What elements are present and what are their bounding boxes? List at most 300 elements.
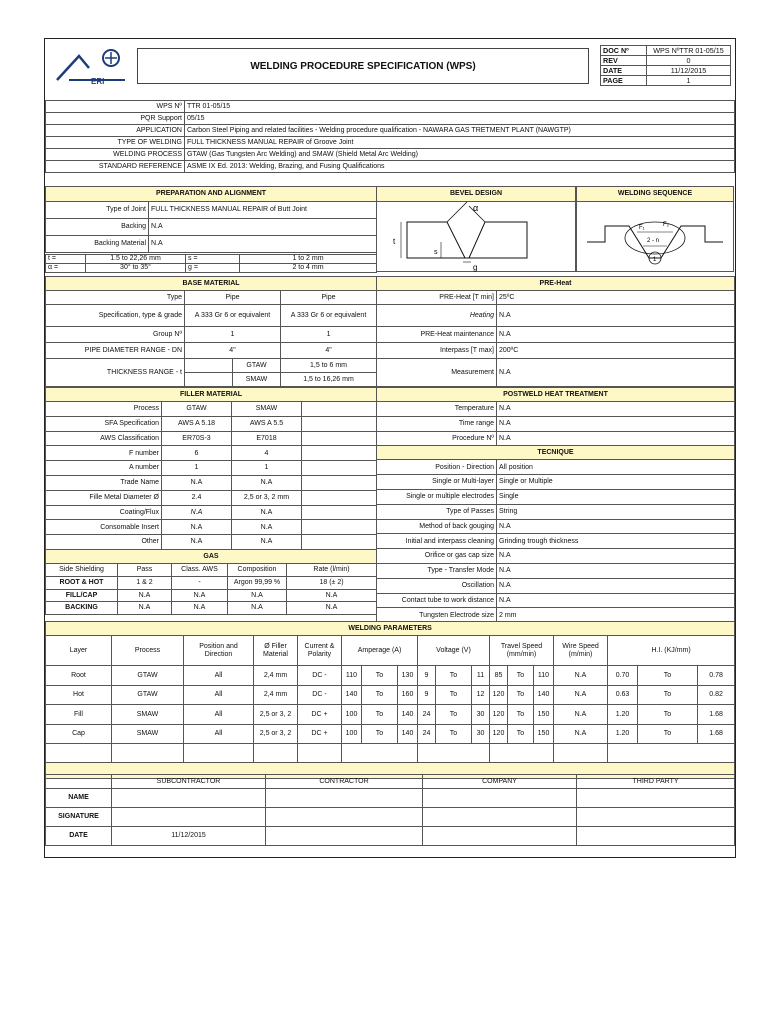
params-wire-speed: N.A xyxy=(554,724,608,744)
general-label: APPLICATION xyxy=(46,125,185,137)
filler-label: Fille Metal Diameter Ø xyxy=(46,490,162,505)
preheat-row xyxy=(377,359,735,387)
params-hi-min: 0.70 xyxy=(608,666,638,686)
seq-root: 1 xyxy=(653,257,657,263)
gas-row xyxy=(46,589,377,602)
dim-label: α = xyxy=(46,264,86,273)
general-label: WPS Nº xyxy=(46,101,185,113)
params-row xyxy=(46,666,735,686)
meta-label: PAGE xyxy=(601,76,647,86)
base-material xyxy=(45,276,377,387)
params-to: To xyxy=(638,685,698,705)
params-current: DC + xyxy=(298,724,342,744)
pwht-value: N.A xyxy=(497,431,735,446)
filler-row xyxy=(46,535,377,550)
technique-label: Tungsten Electrode size xyxy=(377,608,497,623)
general-value: Carbon Steel Piping and related facilities - Welding procedure qualification - NAWARA GAS TRETMENT PLANT (NAWGTP) xyxy=(185,125,735,137)
general-row xyxy=(46,137,735,149)
prep-section xyxy=(45,186,377,253)
preheat-value: 200ºC xyxy=(497,343,735,359)
dim-value: 1 to 2 mm xyxy=(240,255,377,264)
params-hi-max: 1.68 xyxy=(698,705,735,725)
prep-value: N.A xyxy=(149,219,377,236)
params-volt-min: 9 xyxy=(418,685,436,705)
gas-cell: 1 & 2 xyxy=(118,577,172,590)
document-meta xyxy=(600,45,731,86)
params-header: Amperage (A) xyxy=(342,636,418,666)
dim-value: 30° to 35° xyxy=(86,264,186,273)
params-to: To xyxy=(508,705,534,725)
signature-field xyxy=(112,808,266,827)
params-row xyxy=(46,705,735,725)
gas-header: Class. AWS xyxy=(172,564,228,577)
technique-value: All position xyxy=(497,460,735,475)
gas-cell: N.A xyxy=(118,589,172,602)
filler-label: Other xyxy=(46,535,162,550)
meta-label: DOC Nº xyxy=(601,46,647,56)
base-row xyxy=(46,343,377,359)
technique-value: 2 mm xyxy=(497,608,735,623)
empty-cell xyxy=(302,475,377,490)
filler-label: AWS Classification xyxy=(46,431,162,446)
filler-row xyxy=(46,402,377,417)
technique-label: Contact tube to work distance xyxy=(377,593,497,608)
params-hi-max: 0.78 xyxy=(698,666,735,686)
params-to: To xyxy=(508,666,534,686)
gas-header: Rate (l/min) xyxy=(287,564,377,577)
params-header: H.I. (KJ/mm) xyxy=(608,636,735,666)
seq-fill: 2 - n xyxy=(647,238,660,244)
general-label: STANDARD REFERENCE xyxy=(46,161,185,173)
empty-cell xyxy=(185,359,233,373)
filler-value: N.A xyxy=(162,505,232,520)
preheat-value: N.A xyxy=(497,327,735,343)
filler-value: E7018 xyxy=(232,431,302,446)
section-bevel: BEVEL DESIGN xyxy=(377,187,575,202)
signature-row-label: DATE xyxy=(46,827,112,846)
signature-column: COMPANY xyxy=(423,775,577,789)
gas-cell: N.A xyxy=(228,589,287,602)
params-hi-min: 1.20 xyxy=(608,724,638,744)
preheat-row xyxy=(377,291,735,305)
technique-row xyxy=(377,460,735,475)
params-hi-max: 1.68 xyxy=(698,724,735,744)
params-to: To xyxy=(362,724,398,744)
filler-value: N.A xyxy=(162,535,232,550)
params-speed-max: 140 xyxy=(534,685,554,705)
signature-field xyxy=(577,789,735,808)
meta-value: 1 xyxy=(647,76,731,86)
technique-value: N.A xyxy=(497,549,735,564)
pwht-label: Procedure Nº xyxy=(377,431,497,446)
technique-label: Initial and interpass cleaning xyxy=(377,534,497,549)
dim-value: 2 to 4 mm xyxy=(240,264,377,273)
prep-row xyxy=(46,236,377,253)
technique-label: Orifice or gas cap size xyxy=(377,549,497,564)
base-value: 1,5 to 16,26 mm xyxy=(281,373,377,387)
pwht-technique xyxy=(376,387,735,623)
signature-field xyxy=(577,827,735,846)
base-row xyxy=(46,359,377,373)
general-row xyxy=(46,161,735,173)
params-amp-max: 160 xyxy=(398,685,418,705)
filler-value: ER70S-3 xyxy=(162,431,232,446)
signatures xyxy=(45,774,735,846)
signature-row xyxy=(46,808,735,827)
gas-header: Composition xyxy=(228,564,287,577)
dim-label: g = xyxy=(186,264,240,273)
technique-row xyxy=(377,563,735,578)
meta-row xyxy=(601,56,731,66)
prep-row xyxy=(46,202,377,219)
signature-field xyxy=(423,827,577,846)
bevel-alpha: α xyxy=(473,203,479,213)
base-label: Specification, type & grade xyxy=(46,305,185,327)
prep-label: Backing Material xyxy=(46,236,149,253)
meta-value: WPS NºTTR 01-05/15 xyxy=(647,46,731,56)
filler-value: 1 xyxy=(232,461,302,476)
params-position: All xyxy=(184,666,254,686)
base-value: 4" xyxy=(281,343,377,359)
prep-value: N.A xyxy=(149,236,377,253)
empty-cell xyxy=(302,402,377,417)
section-technique: TECNIQUE xyxy=(377,446,735,460)
gas-cell: N.A xyxy=(172,589,228,602)
params-layer: Cap xyxy=(46,724,112,744)
params-current: DC - xyxy=(298,685,342,705)
bevel-drawing xyxy=(377,202,575,272)
gas-cell: BACKING xyxy=(46,602,118,615)
dim-label: t = xyxy=(46,255,86,264)
filler-value: N.A xyxy=(232,520,302,535)
signature-field xyxy=(423,808,577,827)
params-process: SMAW xyxy=(112,705,184,725)
params-amp-min: 110 xyxy=(342,666,362,686)
params-amp-min: 100 xyxy=(342,705,362,725)
technique-label: Method of back gouging xyxy=(377,519,497,534)
bevel-t: t xyxy=(393,237,396,246)
params-header: Travel Speed (mm/min) xyxy=(490,636,554,666)
params-header: Layer xyxy=(46,636,112,666)
technique-value: Single xyxy=(497,489,735,504)
general-value: 05/15 xyxy=(185,113,735,125)
preheat xyxy=(376,276,735,387)
dims-row xyxy=(46,255,377,264)
preheat-label: Heating xyxy=(377,305,497,327)
params-volt-min: 24 xyxy=(418,724,436,744)
sequence-drawing xyxy=(577,202,733,272)
bevel-g: g xyxy=(473,263,478,272)
gas-header-row xyxy=(46,564,377,577)
params-to: To xyxy=(436,705,472,725)
filler-value: N.A xyxy=(232,505,302,520)
signature-header-row xyxy=(46,775,735,789)
technique-value: N.A xyxy=(497,519,735,534)
general-row xyxy=(46,101,735,113)
section-prep: PREPARATION AND ALIGNMENT xyxy=(46,187,377,202)
params-to: To xyxy=(436,724,472,744)
technique-value: Grinding trough thickness xyxy=(497,534,735,549)
empty-cell xyxy=(46,775,112,789)
params-wire-speed: N.A xyxy=(554,705,608,725)
params-position: All xyxy=(184,685,254,705)
logo xyxy=(49,44,129,88)
general-label: PQR Support xyxy=(46,113,185,125)
general-label: TYPE OF WELDING xyxy=(46,137,185,149)
base-value: 1 xyxy=(281,327,377,343)
technique-label: Single or Multi-layer xyxy=(377,475,497,490)
signature-row xyxy=(46,827,735,846)
general-info xyxy=(45,100,735,173)
pwht-value: N.A xyxy=(497,402,735,417)
meta-row xyxy=(601,46,731,56)
params-hi-max: 0.82 xyxy=(698,685,735,705)
params-speed-max: 150 xyxy=(534,724,554,744)
section-params: WELDING PARAMETERS xyxy=(46,622,735,636)
technique-value: Single or Multiple xyxy=(497,475,735,490)
params-volt-min: 9 xyxy=(418,666,436,686)
base-process: GTAW xyxy=(233,359,281,373)
params-amp-max: 130 xyxy=(398,666,418,686)
technique-label: Position - Direction xyxy=(377,460,497,475)
params-row xyxy=(46,724,735,744)
signature-column: THIRD PARTY xyxy=(577,775,735,789)
pwht-row xyxy=(377,416,735,431)
params-hi-min: 1.20 xyxy=(608,705,638,725)
gas-cell: FILL/CAP xyxy=(46,589,118,602)
meta-label: DATE xyxy=(601,66,647,76)
preheat-value: N.A xyxy=(497,305,735,327)
gas-cell: 18 (± 2) xyxy=(287,577,377,590)
filler-material xyxy=(45,387,377,550)
preheat-label: PRE-Heat maintenance xyxy=(377,327,497,343)
meta-row xyxy=(601,76,731,86)
base-label: THICKNESS RANGE - t xyxy=(46,359,185,387)
welding-sequence xyxy=(576,186,734,272)
params-volt-max: 11 xyxy=(472,666,490,686)
signature-field xyxy=(577,808,735,827)
technique-label: Single or multiple electrodes xyxy=(377,489,497,504)
params-current: DC + xyxy=(298,705,342,725)
general-row xyxy=(46,125,735,137)
signature-row xyxy=(46,789,735,808)
base-label: Type xyxy=(46,291,185,305)
params-header-row xyxy=(46,636,735,666)
base-value: 4" xyxy=(185,343,281,359)
empty-cell xyxy=(302,490,377,505)
technique-value: N.A xyxy=(497,578,735,593)
filler-label: Coating/Flux xyxy=(46,505,162,520)
empty-cell xyxy=(185,373,233,387)
params-header: Current & Polarity xyxy=(298,636,342,666)
base-row xyxy=(46,327,377,343)
gas-cell: N.A xyxy=(287,602,377,615)
filler-value: 2,5 or 3, 2 mm xyxy=(232,490,302,505)
filler-value: SMAW xyxy=(232,402,302,417)
filler-value: GTAW xyxy=(162,402,232,417)
prep-label: Backing xyxy=(46,219,149,236)
base-label: Group Nº xyxy=(46,327,185,343)
dim-value: 1.5 to 22,26 mm xyxy=(86,255,186,264)
params-current: DC - xyxy=(298,666,342,686)
technique-row xyxy=(377,534,735,549)
filler-label: Consomable Insert xyxy=(46,520,162,535)
params-process: GTAW xyxy=(112,666,184,686)
signature-field xyxy=(266,827,423,846)
filler-value: 2.4 xyxy=(162,490,232,505)
signature-date: 11/12/2015 xyxy=(112,827,266,846)
preheat-row xyxy=(377,327,735,343)
dim-label: s = xyxy=(186,255,240,264)
params-amp-max: 140 xyxy=(398,705,418,725)
technique-row xyxy=(377,489,735,504)
params-to: To xyxy=(362,685,398,705)
base-value: Pipe xyxy=(185,291,281,305)
section-filler: FILLER MATERIAL xyxy=(46,388,377,402)
empty-cell xyxy=(302,461,377,476)
params-speed-max: 110 xyxy=(534,666,554,686)
base-row xyxy=(46,291,377,305)
params-speed-min: 120 xyxy=(490,724,508,744)
welding-parameters xyxy=(45,621,735,779)
filler-label: SFA Specification xyxy=(46,416,162,431)
params-process: GTAW xyxy=(112,685,184,705)
signature-field xyxy=(112,789,266,808)
params-diameter: 2,4 mm xyxy=(254,666,298,686)
params-to: To xyxy=(362,666,398,686)
params-hi-min: 0.63 xyxy=(608,685,638,705)
meta-label: REV xyxy=(601,56,647,66)
filler-value: AWS A 5.5 xyxy=(232,416,302,431)
params-speed-min: 85 xyxy=(490,666,508,686)
preheat-row xyxy=(377,305,735,327)
preheat-row xyxy=(377,343,735,359)
technique-row xyxy=(377,593,735,608)
filler-row xyxy=(46,505,377,520)
eri-logo-icon xyxy=(49,44,129,88)
filler-label: Process xyxy=(46,402,162,417)
empty-cell xyxy=(302,446,377,461)
technique-row xyxy=(377,519,735,534)
base-value: Pipe xyxy=(281,291,377,305)
general-value: TTR 01-05/15 xyxy=(185,101,735,113)
filler-row xyxy=(46,490,377,505)
params-to: To xyxy=(508,724,534,744)
dims-row xyxy=(46,264,377,273)
preheat-label: Measurement xyxy=(377,359,497,387)
technique-row xyxy=(377,504,735,519)
meta-value: 0 xyxy=(647,56,731,66)
filler-row xyxy=(46,446,377,461)
filler-value: N.A xyxy=(232,535,302,550)
params-to: To xyxy=(508,685,534,705)
technique-label: Oscillation xyxy=(377,578,497,593)
params-amp-min: 100 xyxy=(342,724,362,744)
preheat-value: 25ºC xyxy=(497,291,735,305)
gas-cell: N.A xyxy=(118,602,172,615)
base-value: 1,5 to 6 mm xyxy=(281,359,377,373)
technique-label: Type - Transfer Mode xyxy=(377,563,497,578)
params-process: SMAW xyxy=(112,724,184,744)
seq-f2: F₂ xyxy=(663,222,669,228)
section-preheat: PRE-Heat xyxy=(377,277,735,291)
params-to: To xyxy=(362,705,398,725)
gas-cell: N.A xyxy=(228,602,287,615)
params-to: To xyxy=(638,705,698,725)
general-value: FULL THICKNESS MANUAL REPAIR of Groove Joint xyxy=(185,137,735,149)
preheat-label: Interpass [T max] xyxy=(377,343,497,359)
signature-row-label: NAME xyxy=(46,789,112,808)
base-process: SMAW xyxy=(233,373,281,387)
general-value: GTAW (Gas Tungsten Arc Welding) and SMAW (Shield Metal Arc Welding) xyxy=(185,149,735,161)
empty-cell xyxy=(302,416,377,431)
signature-field xyxy=(266,789,423,808)
filler-value: 6 xyxy=(162,446,232,461)
technique-value: String xyxy=(497,504,735,519)
technique-row xyxy=(377,578,735,593)
params-volt-max: 30 xyxy=(472,705,490,725)
gas-cell: N.A xyxy=(287,589,377,602)
signature-field xyxy=(423,789,577,808)
general-value: ASME IX Ed. 2013: Welding, Brazing, and Fusing Qualifications xyxy=(185,161,735,173)
params-position: All xyxy=(184,705,254,725)
gas-cell: N.A xyxy=(172,602,228,615)
bevel-s: s xyxy=(434,249,438,256)
params-header: Ø Filler Material xyxy=(254,636,298,666)
gas xyxy=(45,549,377,615)
filler-label: Trade Name xyxy=(46,475,162,490)
gas-cell: - xyxy=(172,577,228,590)
base-value: 1 xyxy=(185,327,281,343)
params-wire-speed: N.A xyxy=(554,685,608,705)
gas-cell: ROOT & HOT xyxy=(46,577,118,590)
preheat-value: N.A xyxy=(497,359,735,387)
params-volt-min: 24 xyxy=(418,705,436,725)
empty-cell xyxy=(302,535,377,550)
technique-row xyxy=(377,475,735,490)
params-speed-max: 150 xyxy=(534,705,554,725)
params-to: To xyxy=(436,685,472,705)
filler-value: 1 xyxy=(162,461,232,476)
filler-value: N.A xyxy=(162,475,232,490)
pwht-label: Time range xyxy=(377,416,497,431)
params-diameter: 2,5 or 3, 2 xyxy=(254,724,298,744)
signature-column: SUBCONTRACTOR xyxy=(112,775,266,789)
params-amp-min: 140 xyxy=(342,685,362,705)
empty-cell xyxy=(302,431,377,446)
params-to: To xyxy=(436,666,472,686)
params-layer: Fill xyxy=(46,705,112,725)
params-speed-min: 120 xyxy=(490,705,508,725)
general-label: WELDING PROCESS xyxy=(46,149,185,161)
general-row xyxy=(46,149,735,161)
params-header: Wire Speed (m/min) xyxy=(554,636,608,666)
bevel-design xyxy=(376,186,576,272)
params-to: To xyxy=(638,724,698,744)
gas-row xyxy=(46,602,377,615)
meta-row xyxy=(601,66,731,76)
seq-f1: F₁ xyxy=(639,225,645,231)
pwht-label: Temperature xyxy=(377,402,497,417)
params-layer: Hot xyxy=(46,685,112,705)
params-row xyxy=(46,685,735,705)
filler-row xyxy=(46,431,377,446)
params-layer: Root xyxy=(46,666,112,686)
base-label: PIPE DIAMETER RANGE - DN xyxy=(46,343,185,359)
filler-value: 4 xyxy=(232,446,302,461)
base-row xyxy=(46,305,377,327)
filler-row xyxy=(46,461,377,476)
